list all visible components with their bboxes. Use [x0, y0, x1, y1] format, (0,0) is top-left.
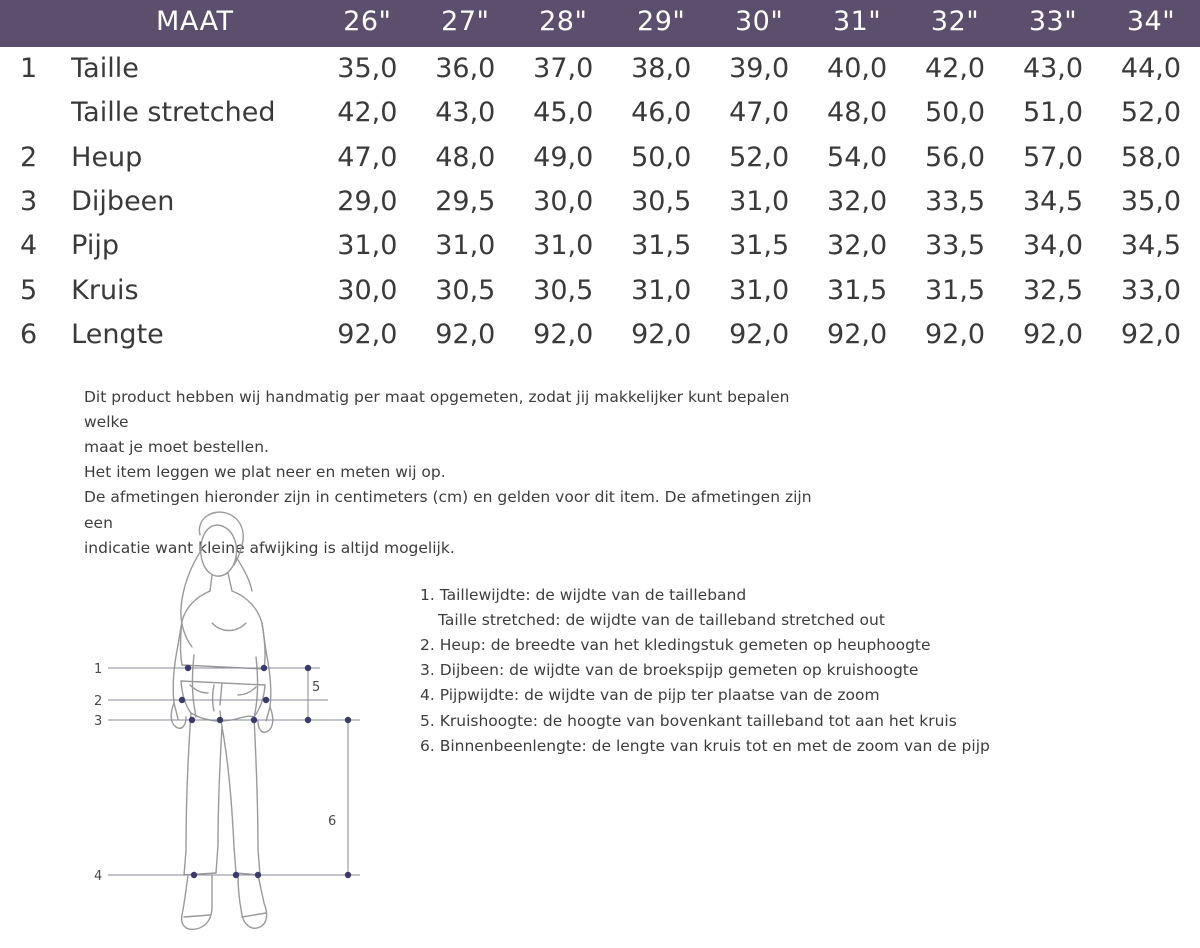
cell-value: 35,0 — [337, 53, 398, 84]
cell-value: 92,0 — [435, 318, 496, 350]
row-number — [0, 91, 57, 135]
table-row — [0, 269, 1200, 313]
description-line: indicatie want kleine afwijking is altijd mogelijk. — [84, 538, 455, 557]
cell-value: 31,0 — [729, 274, 790, 306]
legend-item: 1. Taillewijdte: de wijdte van de tailleband — [420, 586, 747, 604]
table-row — [0, 180, 1200, 224]
cell-value: 32,0 — [827, 185, 888, 217]
cell-value: 92,0 — [1022, 318, 1084, 350]
row-label: Dijbeen — [71, 185, 175, 217]
cell-value: 33,5 — [924, 185, 986, 217]
row-number: 2 — [19, 141, 38, 173]
cell-value: 29,0 — [337, 185, 398, 217]
table-row — [0, 136, 1200, 180]
row-label: Taille stretched — [71, 97, 276, 129]
cell-value: 92,0 — [729, 318, 790, 350]
cell-value: 56,0 — [924, 141, 986, 173]
cell-value: 35,0 — [1120, 185, 1182, 217]
legend-item: 6. Binnenbeenlengte: de lengte van kruis tot en met de zoom van de pijp — [420, 736, 990, 755]
header-size-26: 26" — [343, 6, 392, 37]
cell-value: 31,5 — [827, 274, 888, 306]
cell-value: 52,0 — [1120, 97, 1182, 129]
cell-value: 57,0 — [1022, 141, 1084, 173]
measurement-diagram — [60, 505, 420, 945]
cell-value: 37,0 — [533, 53, 594, 84]
cell-value: 32,0 — [827, 230, 888, 262]
callout-2: 2 — [94, 694, 103, 709]
cell-value: 54,0 — [827, 141, 888, 173]
cell-value: 42,0 — [337, 97, 398, 129]
cell-value: 92,0 — [631, 318, 692, 350]
cell-value: 47,0 — [729, 97, 790, 129]
cell-value: 50,0 — [924, 97, 986, 129]
cell-value: 43,0 — [1022, 53, 1084, 84]
cell-value: 30,5 — [435, 274, 496, 306]
cell-value: 29,5 — [435, 185, 496, 217]
cell-value: 31,5 — [924, 274, 986, 306]
cell-value: 42,0 — [924, 53, 986, 84]
measurement-points — [179, 665, 351, 878]
cell-value: 31,0 — [631, 274, 692, 306]
cell-value: 47,0 — [337, 141, 398, 173]
row-number: 3 — [19, 185, 38, 217]
row-label: Taille — [71, 53, 139, 84]
header-rownum — [0, 0, 57, 47]
cell-value: 33,0 — [1120, 274, 1182, 306]
cell-value: 31,0 — [729, 185, 790, 217]
cell-value: 45,0 — [533, 97, 594, 129]
table-row — [0, 224, 1200, 268]
cell-value: 50,0 — [631, 141, 692, 173]
callout-3: 3 — [94, 714, 103, 729]
row-number: 5 — [19, 274, 38, 306]
header-size-34: 34" — [1126, 6, 1176, 37]
size-table-header — [0, 0, 1200, 47]
cell-value: 31,5 — [631, 230, 692, 262]
callout-4: 4 — [94, 869, 103, 884]
figure-illustration — [60, 505, 420, 945]
cell-value: 43,0 — [435, 97, 496, 129]
legend-item: 5. Kruishoogte: de hoogte van bovenkant tailleband tot aan het kruis — [420, 711, 957, 730]
cell-value: 92,0 — [1120, 318, 1182, 350]
description-line: Dit product hebben wij handmatig per maat opgemeten, zodat jij makkelijker kunt bepalen welke — [84, 388, 790, 432]
legend-item: 3. Dijbeen: de wijdte van de broekspijp gemeten op kruishoogte — [420, 661, 919, 680]
cell-value: 38,0 — [631, 53, 692, 84]
header-size-28: 28" — [539, 6, 588, 37]
cell-value: 30,5 — [533, 274, 594, 306]
row-number: 1 — [19, 53, 38, 84]
cell-value: 51,0 — [1022, 97, 1084, 129]
legend-list — [420, 583, 1040, 759]
cell-value: 31,0 — [337, 230, 398, 262]
row-number: 6 — [19, 318, 38, 350]
cell-value: 34,0 — [1022, 230, 1084, 262]
cell-value: 92,0 — [337, 318, 398, 350]
legend-item: 2. Heup: de breedte van het kledingstuk gemeten op heuphoogte — [420, 636, 931, 655]
cell-value: 39,0 — [729, 53, 790, 84]
cell-value: 30,0 — [533, 185, 594, 217]
cell-value: 34,5 — [1120, 230, 1182, 262]
cell-value: 36,0 — [435, 53, 496, 84]
cell-value: 30,0 — [337, 274, 398, 306]
cell-value: 34,5 — [1022, 185, 1084, 217]
cell-value: 58,0 — [1120, 141, 1182, 173]
cell-value: 31,0 — [435, 230, 496, 262]
cell-value: 49,0 — [533, 141, 594, 173]
callout-1: 1 — [94, 662, 103, 677]
legend-item: Taille stretched: de wijdte van de tailleband stretched out — [438, 611, 885, 630]
cell-value: 33,5 — [924, 230, 986, 262]
table-row — [0, 47, 1200, 91]
cell-value: 32,5 — [1022, 274, 1084, 306]
description-line: maat je moet bestellen. — [84, 438, 269, 457]
cell-value: 48,0 — [827, 97, 888, 129]
legend-item: 4. Pijpwijdte: de wijdte van de pijp ter plaatse van de zoom — [420, 686, 880, 705]
callout-5: 5 — [312, 680, 321, 695]
cell-value: 31,5 — [729, 230, 790, 262]
header-size-32: 32" — [930, 6, 980, 37]
cell-value: 92,0 — [533, 318, 594, 350]
row-label: Lengte — [71, 318, 164, 350]
cell-value: 30,5 — [631, 185, 692, 217]
measurement-legend — [420, 583, 1040, 759]
size-table — [0, 0, 1200, 357]
row-number: 4 — [19, 230, 38, 262]
cell-value: 92,0 — [827, 318, 888, 350]
row-label: Heup — [71, 141, 143, 173]
cell-value: 48,0 — [435, 141, 496, 173]
cell-value: 44,0 — [1120, 53, 1182, 84]
table-row — [0, 313, 1200, 357]
row-label: Kruis — [71, 274, 139, 306]
description-line: De afmetingen hieronder zijn in centimeters (cm) en gelden voor dit item. De afmetingen zijn een — [84, 488, 812, 532]
size-table-body — [0, 47, 1200, 357]
callout-6: 6 — [328, 814, 337, 829]
cell-value: 31,0 — [533, 230, 594, 262]
cell-value: 52,0 — [729, 141, 790, 173]
cell-value: 46,0 — [631, 97, 692, 129]
cell-value: 40,0 — [827, 53, 888, 84]
table-header-row — [0, 0, 1200, 47]
description-line: Het item leggen we plat neer en meten wij op. — [84, 463, 446, 482]
row-label: Pijp — [71, 230, 119, 262]
table-row — [0, 91, 1200, 135]
header-size-31: 31" — [832, 6, 882, 37]
header-size-30: 30" — [735, 6, 784, 37]
cell-value: 92,0 — [924, 318, 986, 350]
header-size-29: 29" — [637, 6, 686, 37]
header-maat: MAAT — [156, 6, 234, 37]
header-size-27: 27" — [441, 6, 490, 37]
header-size-33: 33" — [1028, 6, 1078, 37]
